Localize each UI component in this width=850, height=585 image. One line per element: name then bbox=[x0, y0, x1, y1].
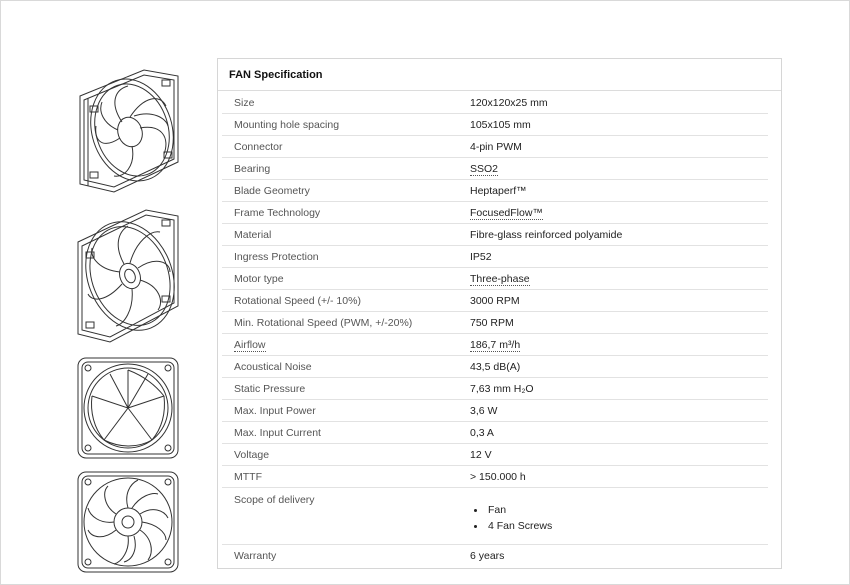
spec-label: Min. Rotational Speed (PWM, +/-20%) bbox=[234, 317, 413, 329]
spec-row bbox=[222, 378, 768, 400]
spec-label: Mounting hole spacing bbox=[234, 119, 340, 131]
spec-label: Connector bbox=[234, 141, 283, 153]
spec-row bbox=[222, 202, 768, 224]
spec-value: Heptaperf™ bbox=[470, 185, 527, 197]
spec-label: Acoustical Noise bbox=[234, 361, 312, 373]
spec-value: 4-pin PWM bbox=[470, 141, 522, 153]
spec-row bbox=[222, 92, 768, 114]
spec-label: Static Pressure bbox=[234, 383, 306, 395]
spec-label: Scope of delivery bbox=[234, 494, 315, 506]
spec-label: Warranty bbox=[234, 550, 277, 562]
spec-title: FAN Specification bbox=[229, 69, 323, 81]
spec-value: 750 RPM bbox=[470, 317, 514, 329]
spec-value: 43,5 dB(A) bbox=[470, 361, 521, 373]
title-divider bbox=[218, 90, 781, 91]
spec-value-link[interactable]: FocusedFlow™ bbox=[470, 207, 543, 219]
spec-label: Rotational Speed (+/- 10%) bbox=[234, 295, 361, 307]
spec-label[interactable]: Airflow bbox=[234, 339, 266, 351]
spec-row bbox=[222, 224, 768, 246]
spec-row bbox=[222, 246, 768, 268]
spec-row bbox=[222, 290, 768, 312]
spec-row bbox=[222, 444, 768, 466]
delivery-item: 4 Fan Screws bbox=[474, 518, 552, 534]
spec-row bbox=[222, 268, 768, 290]
spec-row bbox=[222, 114, 768, 136]
spec-row bbox=[222, 400, 768, 422]
spec-value: 6 years bbox=[470, 550, 505, 562]
spec-label: Motor type bbox=[234, 273, 284, 285]
spec-label: Max. Input Current bbox=[234, 427, 321, 439]
spec-label: Size bbox=[234, 97, 255, 109]
spec-row bbox=[222, 158, 768, 180]
spec-value-link[interactable]: SSO2 bbox=[470, 163, 499, 175]
spec-row bbox=[222, 356, 768, 378]
spec-value: 7,63 mm H₂O bbox=[470, 383, 534, 395]
fan-perspective-image-2 bbox=[74, 206, 182, 346]
fan-specification-table bbox=[217, 58, 782, 569]
spec-label: Ingress Protection bbox=[234, 251, 319, 263]
spec-label: Max. Input Power bbox=[234, 405, 316, 417]
spec-value-link[interactable]: Three-phase bbox=[470, 273, 530, 285]
spec-label: Material bbox=[234, 229, 272, 241]
spec-value: 12 V bbox=[470, 449, 492, 461]
spec-label: Blade Geometry bbox=[234, 185, 310, 197]
spec-row-warranty bbox=[222, 545, 768, 567]
spec-value: 120x120x25 mm bbox=[470, 97, 548, 109]
spec-row-scope-of-delivery bbox=[222, 488, 768, 545]
spec-value: IP52 bbox=[470, 251, 492, 263]
spec-label: Bearing bbox=[234, 163, 271, 175]
spec-value: 105x105 mm bbox=[470, 119, 531, 131]
fan-rear-image bbox=[74, 470, 182, 574]
delivery-item: Fan bbox=[474, 502, 552, 518]
fan-front-image bbox=[74, 356, 182, 460]
spec-row bbox=[222, 312, 768, 334]
spec-value: 3,6 W bbox=[470, 405, 498, 417]
spec-row bbox=[222, 422, 768, 444]
spec-label: Frame Technology bbox=[234, 207, 321, 219]
delivery-list bbox=[474, 502, 552, 534]
spec-row bbox=[222, 466, 768, 488]
spec-value: Fibre-glass reinforced polyamide bbox=[470, 229, 623, 241]
spec-row bbox=[222, 136, 768, 158]
spec-label: MTTF bbox=[234, 471, 262, 483]
spec-value-link[interactable]: 186,7 m³/h bbox=[470, 339, 521, 351]
fan-perspective-image-1 bbox=[74, 66, 182, 196]
spec-value: 3000 RPM bbox=[470, 295, 520, 307]
spec-value: > 150.000 h bbox=[470, 471, 526, 483]
spec-row bbox=[222, 180, 768, 202]
spec-row bbox=[222, 334, 768, 356]
spec-label: Voltage bbox=[234, 449, 270, 461]
spec-value: 0,3 A bbox=[470, 427, 494, 439]
